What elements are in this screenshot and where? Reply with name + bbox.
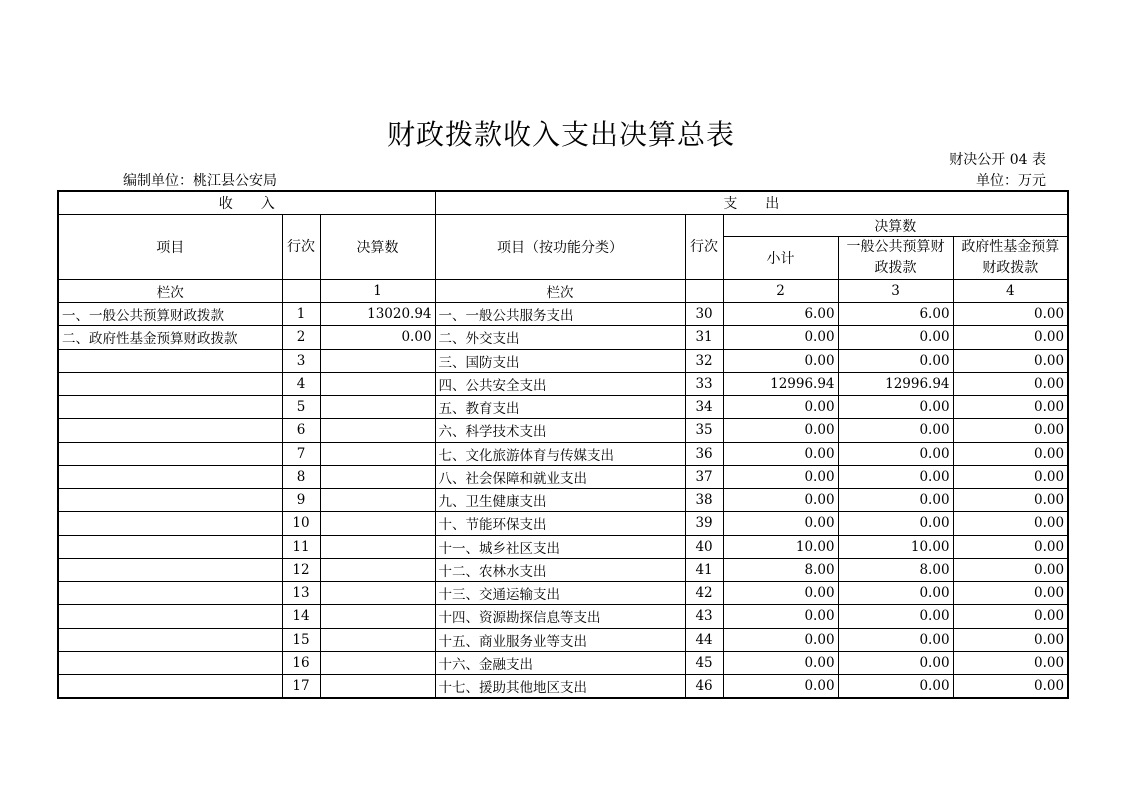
income-amount — [320, 489, 435, 512]
table-row — [58, 303, 1068, 326]
fund-budget-amount: 0.00 — [953, 349, 1068, 372]
income-row-no: 13 — [282, 582, 320, 605]
fund-budget-amount: 0.00 — [953, 419, 1068, 442]
expense-item: 十一、城乡社区支出 — [435, 535, 685, 558]
general-budget-amount: 12996.94 — [838, 372, 953, 395]
income-item: 二、政府性基金预算财政拨款 — [58, 326, 282, 349]
general-budget-amount: 0.00 — [838, 605, 953, 628]
expense-item: 四、公共安全支出 — [435, 372, 685, 395]
subtotal-amount: 0.00 — [723, 349, 838, 372]
income-item-header: 项目 — [58, 215, 282, 280]
expense-row-no: 42 — [685, 582, 723, 605]
expense-item: 五、教育支出 — [435, 396, 685, 419]
expense-row-no: 46 — [685, 675, 723, 699]
column-index-3: 3 — [838, 280, 953, 303]
income-amount — [320, 628, 435, 651]
fund-budget-header: 政府性基金预算财政拨款 — [953, 237, 1068, 280]
expense-row-no: 40 — [685, 535, 723, 558]
income-amount — [320, 582, 435, 605]
fund-budget-amount: 0.00 — [953, 442, 1068, 465]
income-amount: 0.00 — [320, 326, 435, 349]
table-row — [58, 442, 1068, 465]
income-row-no-header: 行次 — [282, 215, 320, 280]
expense-item: 二、外交支出 — [435, 326, 685, 349]
expense-row-no: 36 — [685, 442, 723, 465]
compiling-unit: 编制单位：桃江县公安局 — [123, 173, 277, 189]
subtotal-amount: 0.00 — [723, 512, 838, 535]
income-amount — [320, 675, 435, 699]
subtotal-amount: 10.00 — [723, 535, 838, 558]
income-amount-header: 决算数 — [320, 215, 435, 280]
expense-item: 六、科学技术支出 — [435, 419, 685, 442]
income-item — [58, 628, 282, 651]
expense-row-no: 43 — [685, 605, 723, 628]
income-item — [58, 675, 282, 699]
income-item — [58, 558, 282, 581]
income-amount — [320, 349, 435, 372]
expense-item: 十二、农林水支出 — [435, 558, 685, 581]
general-budget-amount: 0.00 — [838, 582, 953, 605]
subtotal-amount: 0.00 — [723, 442, 838, 465]
income-item — [58, 535, 282, 558]
income-row-no: 15 — [282, 628, 320, 651]
fund-budget-amount: 0.00 — [953, 558, 1068, 581]
income-row-no: 11 — [282, 535, 320, 558]
income-amount — [320, 512, 435, 535]
income-header: 收 入 — [58, 191, 435, 215]
fund-budget-amount: 0.00 — [953, 303, 1068, 326]
general-budget-amount: 0.00 — [838, 651, 953, 674]
table-row — [58, 535, 1068, 558]
fund-budget-amount: 0.00 — [953, 326, 1068, 349]
income-item: 一、一般公共预算财政拨款 — [58, 303, 282, 326]
table-row — [58, 372, 1068, 395]
general-budget-amount: 0.00 — [838, 675, 953, 699]
income-item — [58, 512, 282, 535]
general-budget-amount: 0.00 — [838, 628, 953, 651]
column-label: 栏次 — [58, 280, 282, 303]
fund-budget-amount: 0.00 — [953, 512, 1068, 535]
expense-row-no: 31 — [685, 326, 723, 349]
column-label: 栏次 — [435, 280, 685, 303]
subtotal-amount: 0.00 — [723, 465, 838, 488]
fiscal-summary-table — [57, 190, 1069, 699]
column-index-4: 4 — [953, 280, 1068, 303]
table-row — [58, 349, 1068, 372]
income-item — [58, 489, 282, 512]
expense-row-no: 33 — [685, 372, 723, 395]
income-amount — [320, 419, 435, 442]
table-row — [58, 512, 1068, 535]
expense-item: 八、社会保障和就业支出 — [435, 465, 685, 488]
subtotal-amount: 6.00 — [723, 303, 838, 326]
general-budget-amount: 0.00 — [838, 465, 953, 488]
income-row-no: 9 — [282, 489, 320, 512]
expense-item: 十四、资源勘探信息等支出 — [435, 605, 685, 628]
income-amount — [320, 442, 435, 465]
general-budget-amount: 0.00 — [838, 349, 953, 372]
subtotal-amount: 0.00 — [723, 489, 838, 512]
subtotal-amount: 0.00 — [723, 675, 838, 699]
expense-row-no: 44 — [685, 628, 723, 651]
subtotal-amount: 0.00 — [723, 396, 838, 419]
income-row-no: 5 — [282, 396, 320, 419]
general-budget-amount: 10.00 — [838, 535, 953, 558]
fund-budget-amount: 0.00 — [953, 651, 1068, 674]
income-row-no: 12 — [282, 558, 320, 581]
income-item — [58, 465, 282, 488]
subtotal-header: 小计 — [723, 237, 838, 280]
income-amount — [320, 651, 435, 674]
income-row-no: 2 — [282, 326, 320, 349]
fund-budget-amount: 0.00 — [953, 582, 1068, 605]
income-item — [58, 605, 282, 628]
fund-budget-amount: 0.00 — [953, 372, 1068, 395]
table-row — [58, 489, 1068, 512]
table-row — [58, 419, 1068, 442]
fund-budget-amount: 0.00 — [953, 675, 1068, 699]
subtotal-amount: 8.00 — [723, 558, 838, 581]
general-budget-amount: 0.00 — [838, 396, 953, 419]
table-row — [58, 605, 1068, 628]
income-row-no: 10 — [282, 512, 320, 535]
subtotal-amount: 12996.94 — [723, 372, 838, 395]
fund-budget-amount: 0.00 — [953, 465, 1068, 488]
general-budget-amount: 6.00 — [838, 303, 953, 326]
table-row — [58, 628, 1068, 651]
income-amount — [320, 372, 435, 395]
income-row-no: 1 — [282, 303, 320, 326]
expense-header: 支 出 — [435, 191, 1068, 215]
general-budget-amount: 0.00 — [838, 442, 953, 465]
fund-budget-amount: 0.00 — [953, 535, 1068, 558]
expense-item: 一、一般公共服务支出 — [435, 303, 685, 326]
expense-row-no: 34 — [685, 396, 723, 419]
table-row — [58, 396, 1068, 419]
column-index-2: 2 — [723, 280, 838, 303]
expense-item: 三、国防支出 — [435, 349, 685, 372]
expense-item-header: 项目（按功能分类） — [435, 215, 685, 280]
table-row — [58, 651, 1068, 674]
expense-item: 十七、援助其他地区支出 — [435, 675, 685, 699]
general-budget-amount: 0.00 — [838, 419, 953, 442]
general-budget-amount: 8.00 — [838, 558, 953, 581]
income-row-no: 6 — [282, 419, 320, 442]
expense-item: 七、文化旅游体育与传媒支出 — [435, 442, 685, 465]
table-row — [58, 675, 1068, 699]
income-item — [58, 442, 282, 465]
table-row — [58, 558, 1068, 581]
expense-item: 十三、交通运输支出 — [435, 582, 685, 605]
subtotal-amount: 0.00 — [723, 326, 838, 349]
general-budget-amount: 0.00 — [838, 326, 953, 349]
column-index-empty — [685, 280, 723, 303]
expense-row-no: 30 — [685, 303, 723, 326]
expense-item: 十、节能环保支出 — [435, 512, 685, 535]
general-budget-amount: 0.00 — [838, 489, 953, 512]
income-amount — [320, 535, 435, 558]
income-item — [58, 372, 282, 395]
table-row — [58, 326, 1068, 349]
currency-unit: 单位：万元 — [976, 173, 1046, 189]
fund-budget-amount: 0.00 — [953, 396, 1068, 419]
income-row-no: 16 — [282, 651, 320, 674]
fund-budget-amount: 0.00 — [953, 605, 1068, 628]
income-item — [58, 651, 282, 674]
income-item — [58, 349, 282, 372]
income-row-no: 8 — [282, 465, 320, 488]
income-row-no: 14 — [282, 605, 320, 628]
expense-row-no: 32 — [685, 349, 723, 372]
expense-row-no-header: 行次 — [685, 215, 723, 280]
table-row — [58, 465, 1068, 488]
general-budget-header: 一般公共预算财政拨款 — [838, 237, 953, 280]
income-row-no: 3 — [282, 349, 320, 372]
expense-row-no: 45 — [685, 651, 723, 674]
expense-row-no: 39 — [685, 512, 723, 535]
expense-item: 十五、商业服务业等支出 — [435, 628, 685, 651]
form-code: 财决公开 04 表 — [949, 152, 1046, 168]
subtotal-amount: 0.00 — [723, 651, 838, 674]
expense-row-no: 35 — [685, 419, 723, 442]
expense-item: 九、卫生健康支出 — [435, 489, 685, 512]
subtotal-amount: 0.00 — [723, 582, 838, 605]
income-amount — [320, 396, 435, 419]
income-amount: 13020.94 — [320, 303, 435, 326]
general-budget-amount: 0.00 — [838, 512, 953, 535]
income-row-no: 7 — [282, 442, 320, 465]
expense-row-no: 41 — [685, 558, 723, 581]
expense-row-no: 38 — [685, 489, 723, 512]
income-row-no: 17 — [282, 675, 320, 699]
table-row — [58, 582, 1068, 605]
income-row-no: 4 — [282, 372, 320, 395]
income-item — [58, 396, 282, 419]
income-amount — [320, 605, 435, 628]
expense-item: 十六、金融支出 — [435, 651, 685, 674]
final-amount-header: 决算数 — [723, 215, 1068, 237]
income-amount — [320, 465, 435, 488]
page-title: 财政拨款收入支出决算总表 — [386, 118, 735, 151]
expense-row-no: 37 — [685, 465, 723, 488]
income-amount — [320, 558, 435, 581]
column-index-empty — [282, 280, 320, 303]
fund-budget-amount: 0.00 — [953, 628, 1068, 651]
subtotal-amount: 0.00 — [723, 419, 838, 442]
column-index-1: 1 — [320, 280, 435, 303]
subtotal-amount: 0.00 — [723, 605, 838, 628]
income-item — [58, 582, 282, 605]
income-item — [58, 419, 282, 442]
fund-budget-amount: 0.00 — [953, 489, 1068, 512]
subtotal-amount: 0.00 — [723, 628, 838, 651]
